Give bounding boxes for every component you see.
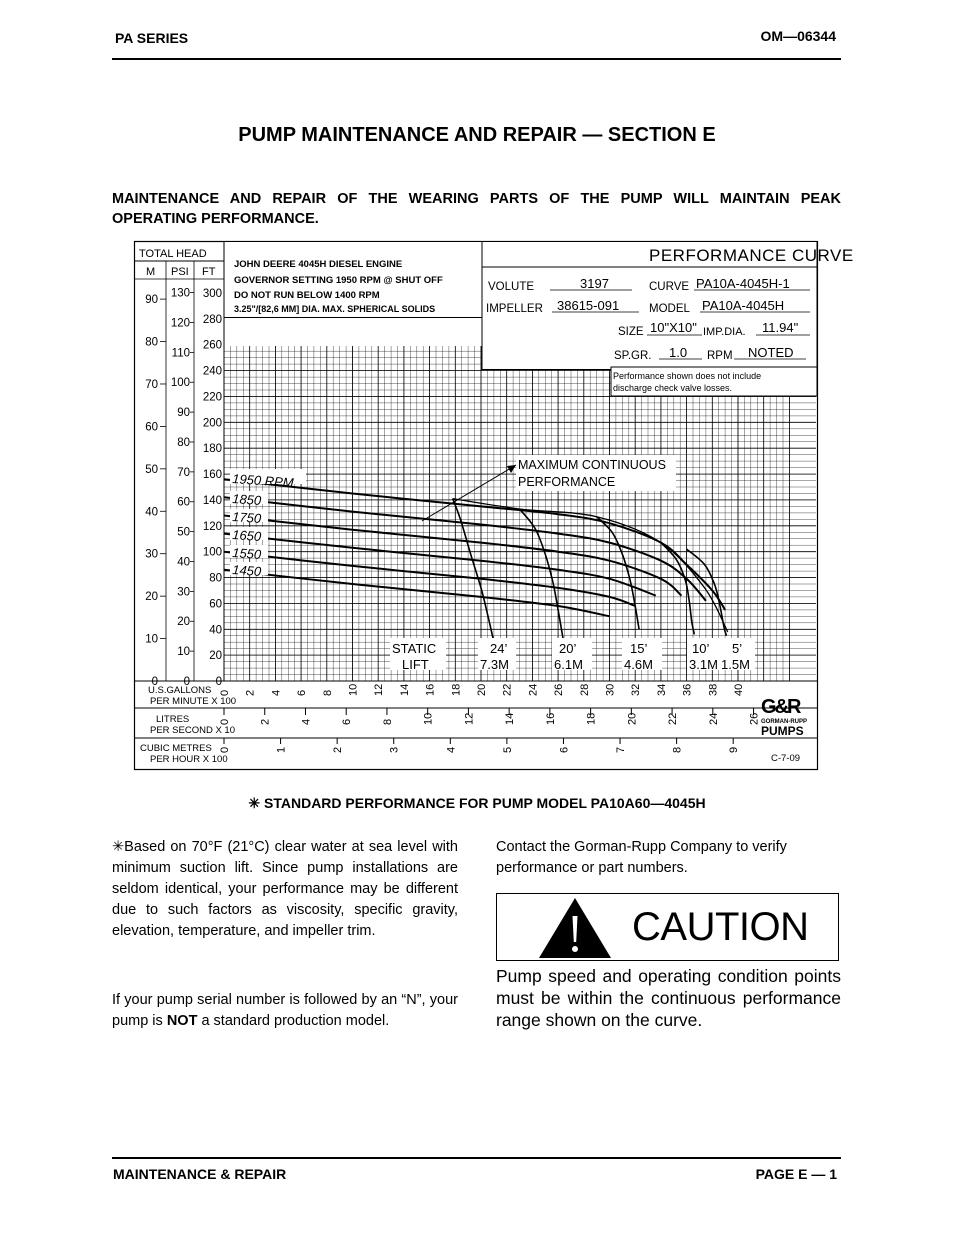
- disclaimer-line-1: Performance shown does not include: [613, 371, 762, 381]
- static-lift-label-2: LIFT: [402, 657, 429, 672]
- lift-10-ft: 10’: [692, 641, 710, 656]
- y-tick-psi: 120: [170, 317, 190, 330]
- y-tick-psi: 10: [177, 646, 190, 659]
- rpm-label-1950: 1950 RPM: [231, 471, 295, 491]
- lift-20-ft: 20’: [559, 641, 577, 656]
- x-tick-lps: 8: [381, 718, 394, 725]
- y-tick-psi: 30: [177, 586, 190, 599]
- x-tick-gpm: 16: [424, 683, 437, 696]
- x-tick-gpm: 26: [553, 683, 566, 696]
- rpm-label-1750: 1750: [231, 509, 262, 527]
- y-tick-m: 10: [145, 633, 158, 646]
- y-tick-ft: 220: [202, 391, 222, 404]
- x-label-m3h-2: PER HOUR X 100: [150, 754, 228, 765]
- x-tick-lps: 22: [667, 712, 680, 725]
- y-tick-psi: 70: [177, 466, 190, 479]
- engine-note-3: DO NOT RUN BELOW 1400 RPM: [234, 290, 380, 301]
- impeller-label: IMPELLER: [486, 303, 543, 315]
- footer-rule: [112, 1157, 841, 1159]
- chart-code: C-7-09: [771, 753, 801, 764]
- x-tick-m3h: 2: [332, 746, 345, 753]
- y-axis-title: TOTAL HEAD: [139, 248, 207, 260]
- y-tick-ft: 240: [202, 365, 222, 378]
- y-tick-psi: 90: [177, 407, 190, 420]
- x-tick-m3h: 5: [501, 746, 514, 753]
- x-tick-lps: 26: [748, 712, 761, 725]
- performance-chart: [134, 241, 854, 770]
- y-tick-ft: 300: [202, 288, 222, 300]
- impdia-value: 11.94": [762, 320, 799, 335]
- x-tick-gpm: 22: [501, 683, 514, 696]
- rpm-label: RPM: [707, 350, 733, 362]
- p2-not: NOT: [166, 1013, 198, 1029]
- y-tick-ft: 20: [209, 650, 222, 663]
- y-tick-psi: 60: [177, 496, 190, 509]
- y-tick-ft: 60: [209, 598, 222, 611]
- y-axis-ticks: [145, 288, 222, 688]
- y-tick-ft: 260: [202, 339, 222, 352]
- lift-15-ft: 15’: [630, 641, 648, 656]
- x-tick-m3h: 8: [671, 746, 684, 753]
- x-tick-lps: 16: [544, 712, 557, 725]
- gorman-rupp-logo: [761, 696, 807, 738]
- x-tick-lps: 14: [504, 712, 517, 725]
- lift-24-ft: 24’: [490, 641, 508, 656]
- x-tick-gpm: 6: [296, 689, 309, 696]
- rpm-label-1850: 1850: [231, 491, 262, 509]
- y-tick-m: 80: [145, 336, 158, 349]
- x-tick-gpm: 34: [655, 683, 668, 696]
- y-tick-ft: 140: [202, 494, 222, 507]
- static-lift-curve: [453, 499, 494, 643]
- left-paragraph-2: [112, 990, 458, 1032]
- y-tick-m: 20: [145, 591, 158, 604]
- figure-caption: ✳ STANDARD PERFORMANCE FOR PUMP MODEL PA10A60—4045H: [248, 795, 706, 811]
- mcp-label-line-2: PERFORMANCE: [518, 475, 616, 489]
- x-label-gpm-2: PER MINUTE X 100: [150, 696, 237, 707]
- x-tick-lps: 2: [259, 718, 272, 725]
- x-tick-m3h: 0: [219, 746, 231, 753]
- x-tick-gpm: 38: [707, 683, 720, 696]
- x-tick-gpm: 24: [527, 683, 540, 696]
- y-tick-ft: 100: [202, 546, 222, 559]
- x-tick-gpm: 32: [630, 683, 643, 696]
- x-tick-lps: 20: [626, 712, 639, 725]
- x-tick-lps: 24: [707, 712, 720, 725]
- y-unit-m: M: [146, 266, 156, 278]
- performance-curve-figure: [134, 241, 854, 770]
- y-tick-psi: 110: [171, 347, 190, 360]
- y-tick-m: 90: [145, 294, 158, 307]
- y-tick-psi: 40: [177, 556, 190, 569]
- left-paragraph-1: ✳Based on 70°F (21°C) clear water at sea level with minimum suction lift. Since pump installations are seldom identical, your performance may be different due to such factors as viscosity, specific gravity, elevation, temperature, and impeller trim.: [112, 839, 458, 939]
- y-tick-ft: 120: [202, 520, 222, 533]
- y-tick-psi: 130: [170, 287, 190, 300]
- x-tick-gpm: 36: [681, 683, 694, 696]
- y-tick-psi: 50: [177, 526, 190, 539]
- rpm-curve: [224, 516, 682, 596]
- model-label: MODEL: [649, 303, 690, 315]
- rpm-value: NOTED: [748, 345, 794, 360]
- y-tick-ft: 160: [202, 469, 222, 482]
- p2-text-a: If your pump serial number is followed by an “N”, your pump is: [112, 992, 458, 1029]
- y-tick-psi: 0: [183, 676, 190, 688]
- lift-20-m: 6.1M: [554, 657, 583, 672]
- x-tick-gpm: 14: [398, 683, 411, 696]
- x-tick-lps: 10: [422, 712, 435, 725]
- spgr-label: SP.GR.: [614, 350, 652, 362]
- y-tick-ft: 80: [209, 572, 222, 585]
- y-tick-m: 40: [145, 506, 158, 519]
- y-tick-ft: 180: [202, 443, 222, 456]
- engine-note-4: 3.25"/[82,6 MM] DIA. MAX. SPHERICAL SOLIDS: [234, 304, 436, 314]
- y-unit-psi: PSI: [171, 266, 189, 278]
- rpm-label-1650: 1650: [231, 527, 262, 545]
- size-value: 10"X10": [650, 320, 697, 335]
- footer-section: MAINTENANCE & REPAIR: [113, 1166, 287, 1182]
- lift-15-m: 4.6M: [624, 657, 653, 672]
- static-lift-labels: [390, 638, 755, 672]
- x-tick-gpm: 40: [733, 683, 745, 696]
- lift-24-m: 7.3M: [480, 657, 509, 672]
- x-label-lps-1: LITRES: [156, 714, 190, 725]
- header-doc-number: OM—06344: [760, 28, 836, 44]
- caution-paragraph: Pump speed and operating condition points must be within the continuous performance range shown on the curve.: [496, 966, 841, 1030]
- header-rule: [112, 58, 841, 60]
- lift-10-m: 3.1M: [689, 657, 718, 672]
- volute-value: 3197: [580, 276, 609, 291]
- x-label-m3h-1: CUBIC METRES: [140, 743, 212, 754]
- impeller-value: 38615-091: [557, 298, 620, 313]
- y-tick-m: 60: [145, 421, 158, 434]
- size-label: SIZE: [618, 326, 644, 338]
- y-tick-ft: 280: [202, 313, 222, 326]
- spgr-value: 1.0: [669, 345, 688, 360]
- y-tick-m: 50: [145, 463, 158, 476]
- logo-company: GORMAN-RUPP: [761, 719, 807, 725]
- x-tick-gpm: 18: [450, 683, 463, 696]
- x-tick-lps: 6: [341, 718, 354, 725]
- header-series: PA SERIES: [115, 30, 189, 46]
- y-tick-ft: 0: [215, 676, 222, 688]
- chart-title: PERFORMANCE CURVE: [649, 246, 854, 265]
- x-tick-gpm: 8: [321, 689, 334, 696]
- x-tick-m3h: 9: [728, 746, 741, 753]
- x-tick-gpm: 4: [270, 689, 283, 696]
- impdia-label: IMP.DIA.: [703, 326, 746, 338]
- x-label-gpm-1: U.S.GALLONS: [148, 685, 212, 696]
- rpm-label-1450: 1450: [231, 562, 262, 580]
- caution-label: CAUTION: [632, 905, 809, 949]
- y-unit-ft: FT: [202, 266, 216, 278]
- y-tick-m: 70: [145, 378, 158, 391]
- curve-label: CURVE: [649, 281, 690, 293]
- page-title: PUMP MAINTENANCE AND REPAIR — SECTION E: [238, 124, 716, 146]
- warning-triangle-icon: [537, 896, 613, 958]
- x-tick-lps: 18: [585, 712, 598, 725]
- mcp-label-line-1: MAXIMUM CONTINUOUS: [518, 458, 666, 472]
- x-tick-gpm: 2: [244, 689, 257, 696]
- y-tick-m: 30: [145, 548, 158, 561]
- footer-page-number: PAGE E — 1: [755, 1166, 837, 1182]
- x-tick-m3h: 3: [388, 746, 401, 753]
- intro-paragraph: MAINTENANCE AND REPAIR OF THE WEARING PARTS OF THE PUMP WILL MAINTAIN PEAK OPERATING PERFORMANCE.: [112, 191, 841, 227]
- y-tick-psi: 80: [177, 436, 190, 449]
- engine-note-2: GOVERNOR SETTING 1950 RPM @ SHUT OFF: [234, 275, 443, 286]
- x-axis-ticks: [219, 684, 761, 753]
- logo-mark: G&R: [761, 696, 800, 718]
- lift-5-ft: 5’: [732, 641, 743, 656]
- y-tick-psi: 20: [177, 616, 190, 629]
- p2-text-c: a standard production model.: [197, 1013, 390, 1029]
- x-tick-gpm: 10: [347, 683, 360, 696]
- x-tick-gpm: 28: [578, 683, 591, 696]
- model-value: PA10A-4045H: [702, 298, 785, 313]
- x-tick-gpm: 30: [604, 683, 617, 696]
- x-label-lps-2: PER SECOND X 10: [150, 725, 235, 736]
- volute-label: VOLUTE: [488, 281, 535, 293]
- lift-5-m: 1.5M: [721, 657, 750, 672]
- static-lift-label-1: STATIC: [392, 641, 437, 656]
- y-tick-psi: 100: [170, 377, 190, 390]
- x-tick-m3h: 1: [275, 746, 288, 753]
- engine-note-1: JOHN DEERE 4045H DIESEL ENGINE: [234, 259, 403, 270]
- logo-pumps: PUMPS: [761, 724, 804, 738]
- right-paragraph-1: Contact the Gorman-Rupp Company to verify performance or part numbers.: [496, 839, 787, 876]
- disclaimer-line-2: discharge check valve losses.: [613, 383, 733, 393]
- x-tick-m3h: 4: [445, 746, 458, 753]
- x-tick-lps: 0: [219, 718, 231, 725]
- rpm-label-1550: 1550: [231, 545, 262, 563]
- curve-value: PA10A-4045H-1: [696, 276, 790, 291]
- x-tick-lps: 12: [463, 712, 476, 725]
- x-tick-gpm: 12: [373, 683, 386, 696]
- y-tick-ft: 200: [202, 417, 222, 430]
- x-tick-gpm: 20: [476, 683, 488, 696]
- y-tick-ft: 40: [209, 624, 222, 637]
- x-tick-m3h: 7: [615, 746, 628, 753]
- y-tick-m: 0: [151, 676, 158, 688]
- caution-box: [496, 893, 839, 961]
- x-tick-lps: 4: [300, 718, 313, 725]
- x-tick-m3h: 6: [558, 746, 571, 753]
- x-tick-gpm: 0: [219, 689, 231, 696]
